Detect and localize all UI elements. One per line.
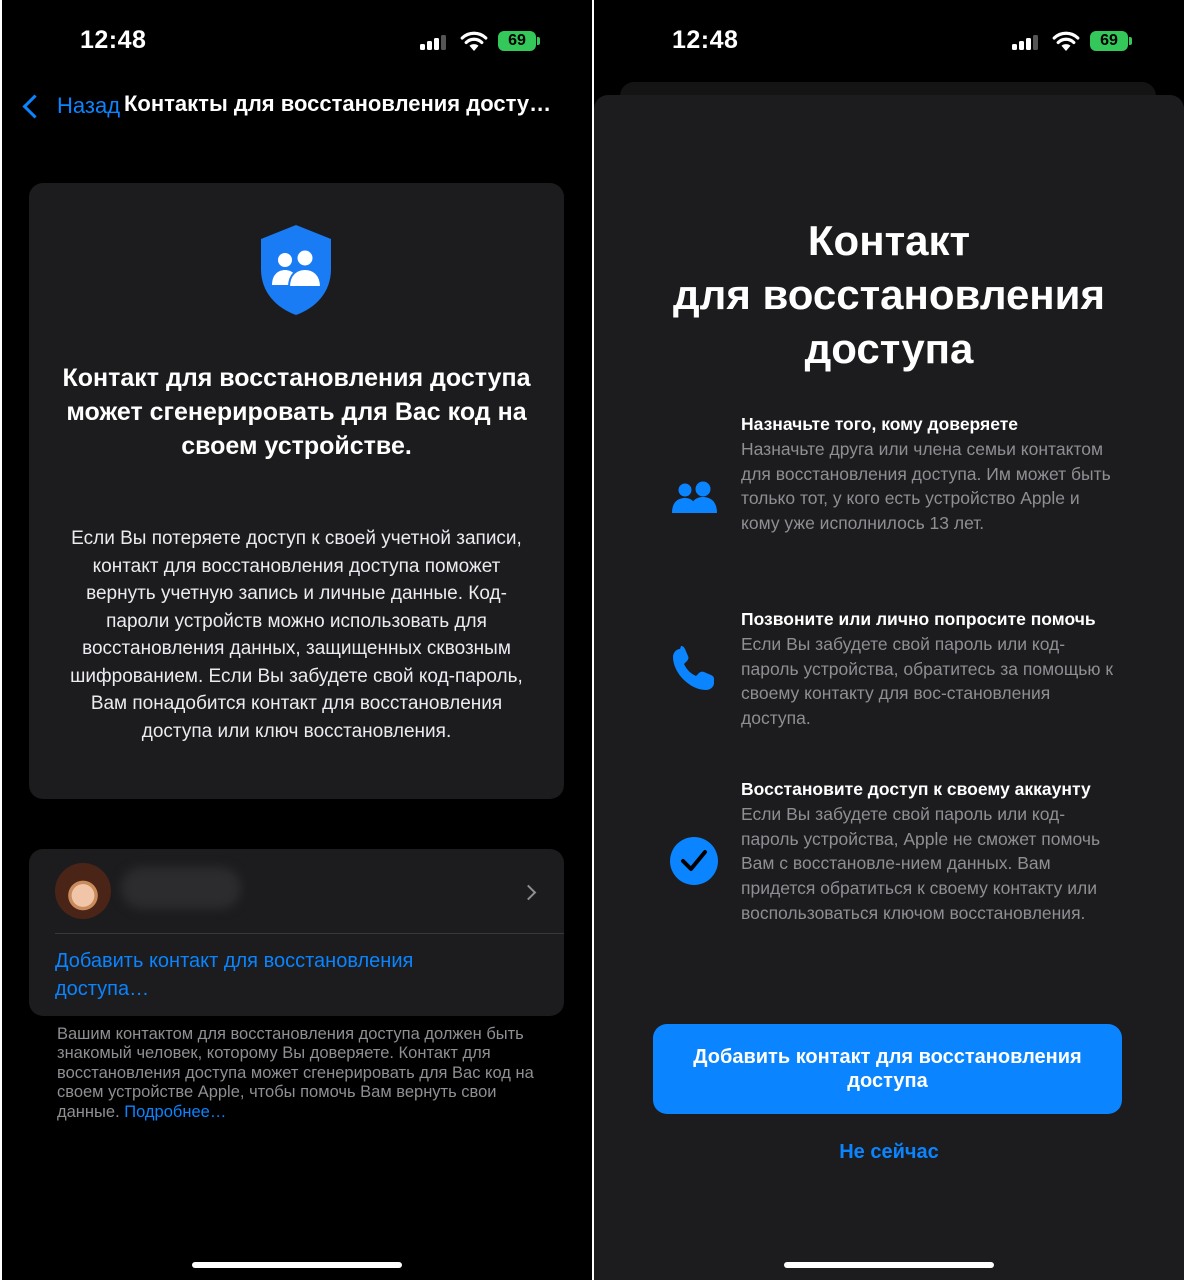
sheet-title-line: доступа (804, 325, 974, 372)
status-bar (594, 0, 1184, 80)
feature-title: Восстановите доступ к своему аккаунту (741, 779, 1091, 799)
cellular-signal-icon (1012, 34, 1044, 50)
recovery-contacts-list (29, 849, 564, 1016)
people-icon (666, 470, 722, 526)
divider (55, 933, 564, 934)
battery-icon (1090, 31, 1128, 51)
sheet-title (594, 214, 1184, 376)
page-title: Контакты для восстановления досту… (124, 91, 552, 116)
avatar (55, 863, 111, 919)
chevron-left-icon (22, 94, 46, 118)
battery-icon (498, 31, 536, 51)
battery-tip (1129, 37, 1132, 45)
shield-people-icon (257, 223, 335, 317)
sheet-title-line: для восстановления (673, 271, 1105, 318)
status-time: 12:48 (80, 26, 147, 54)
not-now-button[interactable]: Не сейчас (839, 1141, 939, 1163)
battery-level: 69 (508, 32, 526, 49)
status-bar (2, 0, 592, 80)
battery-tip (537, 37, 540, 45)
phone-icon (666, 641, 722, 697)
back-label: Назад (57, 93, 121, 118)
wifi-icon (460, 30, 488, 52)
feature-text: Если Вы забудете свой пароль или код-пароль устройства, обратитесь за помощью к своему контакту для вос-становления доступа. (741, 634, 1114, 729)
info-card (29, 183, 564, 799)
wifi-icon (1052, 30, 1080, 52)
home-indicator[interactable] (192, 1262, 402, 1268)
status-time: 12:48 (672, 26, 739, 54)
left-screen (2, 0, 592, 1280)
back-button[interactable] (20, 90, 120, 122)
right-screen (594, 0, 1184, 1280)
feature-title: Назначьте того, кому доверяете (741, 414, 1019, 434)
battery-level: 69 (1100, 32, 1118, 49)
contact-name-blurred (121, 867, 241, 909)
footnote-text: Вашим контактом для восстановления доступа должен быть знакомый человек, которому Вы доверяете. Контакт для восстановления доступа может сгенерировать для Вас код на своем устройстве Apple, чтобы помочь Вам вернуть свои данные. (57, 1025, 534, 1121)
button-label: Добавить контакт для восстановления доступа (693, 1046, 1082, 1092)
modal-sheet (594, 95, 1184, 1280)
cellular-signal-icon (420, 34, 452, 50)
add-recovery-contact-button[interactable] (653, 1024, 1122, 1114)
add-recovery-contact-link[interactable]: Добавить контакт для восстановления доступа… (55, 950, 414, 1000)
home-indicator[interactable] (784, 1262, 994, 1268)
checkmark-circle-icon (666, 833, 722, 889)
card-body: Если Вы потеряете доступ к своей учетной записи, контакт для восстановления доступа поможет вернуть учетную запись и личные данные. Код-пароли устройств можно использовать для восстановления данных, защищенных сквозным шифрованием. Если Вы забудете свой код-пароль, Вам понадобится контакт для восстановления доступа или ключ восстановления. (70, 528, 523, 742)
chevron-right-icon (521, 885, 537, 901)
card-title: Контакт для восстановления доступа может сгенерировать для Вас код на своем устройстве. (62, 364, 531, 460)
feature-text: Если Вы забудете свой пароль или код-пароль устройства, Apple не сможет помочь Вам с восстановле-нием данных. Вам придется обратиться к своему контакту или воспользоваться ключом восстановления. (741, 804, 1101, 923)
feature-text: Назначьте друга или члена семьи контактом для восстановления доступа. Им может быть только тот, у кого есть устройство Apple и кому уже исполнилось 13 лет. (741, 439, 1111, 534)
feature-title: Позвоните или лично попросите помочь (741, 609, 1096, 629)
learn-more-link[interactable]: Подробнее… (124, 1102, 227, 1121)
sheet-title-line: Контакт (807, 217, 971, 264)
footnote (57, 1025, 535, 1122)
